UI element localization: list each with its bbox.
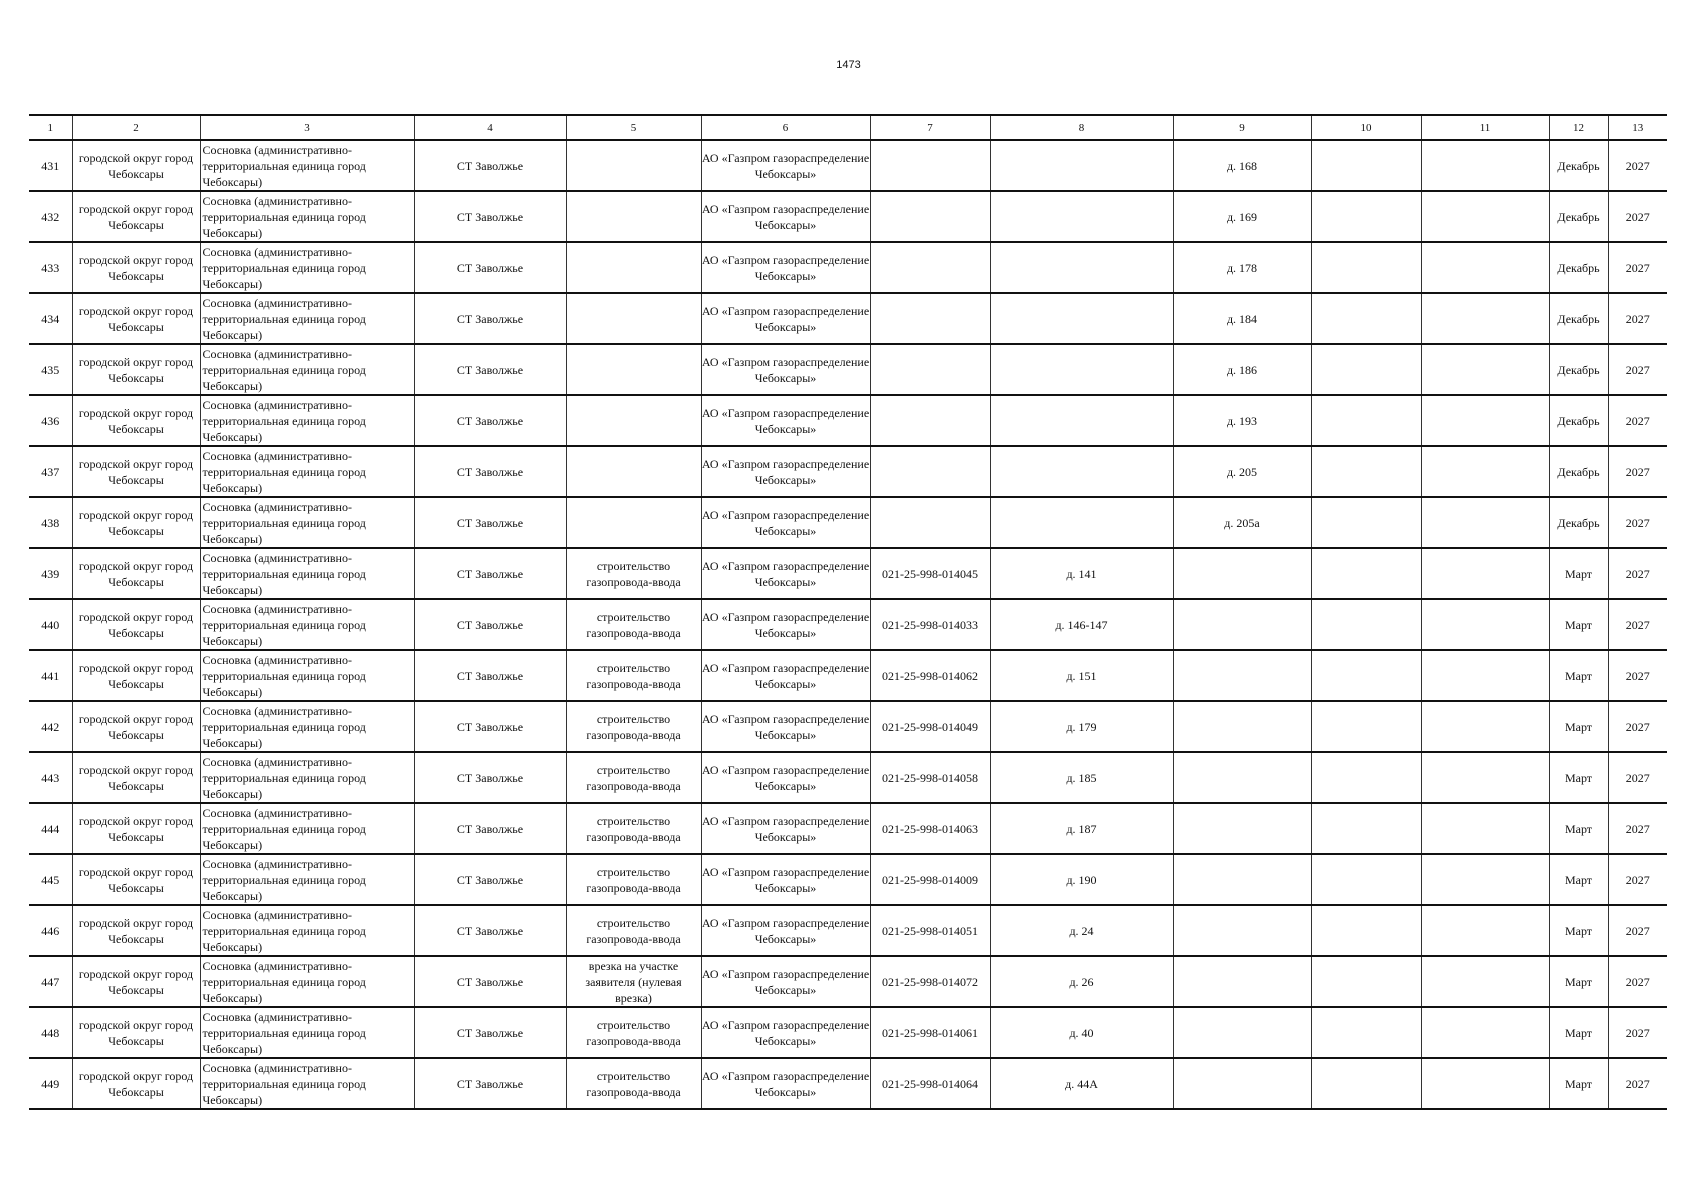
col-10-cell	[1311, 242, 1421, 293]
col-11-cell	[1421, 140, 1549, 191]
settlement-cell: Сосновка (административно-территориальная единица город Чебоксары)	[200, 752, 414, 803]
address-cell: д. 186	[1173, 344, 1311, 395]
request-number-cell: 021-25-998-014063	[870, 803, 990, 854]
municipality-cell: городской округ город Чебоксары	[72, 956, 200, 1007]
table-header	[29, 115, 1667, 140]
address-cell: д. 205	[1173, 446, 1311, 497]
house-number-cell: д. 146-147	[990, 599, 1173, 650]
house-number-cell: д. 141	[990, 548, 1173, 599]
year-cell: 2027	[1608, 1058, 1667, 1109]
col-10-cell	[1311, 140, 1421, 191]
month-cell: Март	[1549, 803, 1608, 854]
address-cell	[1173, 599, 1311, 650]
street-cell: СТ Заволжье	[414, 956, 566, 1007]
organization-cell: АО «Газпром газораспределение Чебоксары»	[701, 191, 870, 242]
house-number-cell: д. 40	[990, 1007, 1173, 1058]
municipality-cell: городской округ город Чебоксары	[72, 1058, 200, 1109]
municipality-cell: городской округ город Чебоксары	[72, 854, 200, 905]
col-10-cell	[1311, 701, 1421, 752]
house-number-cell	[990, 344, 1173, 395]
column-header-2: 2	[72, 115, 200, 140]
row-number-cell: 446	[29, 905, 72, 956]
table-row	[29, 140, 1667, 191]
municipality-cell: городской округ город Чебоксары	[72, 497, 200, 548]
address-cell	[1173, 956, 1311, 1007]
header-row	[29, 115, 1667, 140]
column-header-12: 12	[1549, 115, 1608, 140]
col-10-cell	[1311, 854, 1421, 905]
col-11-cell	[1421, 599, 1549, 650]
work-type-cell: строительство газопровода-ввода	[566, 548, 701, 599]
municipality-cell: городской округ город Чебоксары	[72, 446, 200, 497]
municipality-cell: городской округ город Чебоксары	[72, 1007, 200, 1058]
row-number-cell: 435	[29, 344, 72, 395]
request-number-cell: 021-25-998-014062	[870, 650, 990, 701]
column-header-7: 7	[870, 115, 990, 140]
table-row	[29, 1058, 1667, 1109]
year-cell: 2027	[1608, 293, 1667, 344]
street-cell: СТ Заволжье	[414, 752, 566, 803]
house-number-cell: д. 26	[990, 956, 1173, 1007]
row-number-cell: 438	[29, 497, 72, 548]
municipality-cell: городской округ город Чебоксары	[72, 599, 200, 650]
organization-cell: АО «Газпром газораспределение Чебоксары»	[701, 242, 870, 293]
organization-cell: АО «Газпром газораспределение Чебоксары»	[701, 1007, 870, 1058]
table-row	[29, 905, 1667, 956]
house-number-cell	[990, 446, 1173, 497]
row-number-cell: 434	[29, 293, 72, 344]
address-cell	[1173, 1007, 1311, 1058]
settlement-cell: Сосновка (административно-территориальная единица город Чебоксары)	[200, 1007, 414, 1058]
house-number-cell: д. 190	[990, 854, 1173, 905]
organization-cell: АО «Газпром газораспределение Чебоксары»	[701, 956, 870, 1007]
municipality-cell: городской округ город Чебоксары	[72, 395, 200, 446]
work-type-cell	[566, 140, 701, 191]
row-number-cell: 436	[29, 395, 72, 446]
work-type-cell: строительство газопровода-ввода	[566, 1007, 701, 1058]
address-cell	[1173, 905, 1311, 956]
year-cell: 2027	[1608, 905, 1667, 956]
request-number-cell	[870, 446, 990, 497]
month-cell: Март	[1549, 752, 1608, 803]
col-10-cell	[1311, 446, 1421, 497]
column-header-10: 10	[1311, 115, 1421, 140]
row-number-cell: 433	[29, 242, 72, 293]
request-number-cell	[870, 344, 990, 395]
col-11-cell	[1421, 650, 1549, 701]
street-cell: СТ Заволжье	[414, 395, 566, 446]
page-number: 1473	[836, 59, 861, 71]
table-row	[29, 191, 1667, 242]
request-number-cell	[870, 191, 990, 242]
street-cell: СТ Заволжье	[414, 446, 566, 497]
house-number-cell: д. 24	[990, 905, 1173, 956]
settlement-cell: Сосновка (административно-территориальная единица город Чебоксары)	[200, 191, 414, 242]
col-11-cell	[1421, 548, 1549, 599]
municipality-cell: городской округ город Чебоксары	[72, 752, 200, 803]
street-cell: СТ Заволжье	[414, 650, 566, 701]
settlement-cell: Сосновка (административно-территориальная единица город Чебоксары)	[200, 497, 414, 548]
table-row	[29, 293, 1667, 344]
col-10-cell	[1311, 752, 1421, 803]
organization-cell: АО «Газпром газораспределение Чебоксары»	[701, 140, 870, 191]
year-cell: 2027	[1608, 446, 1667, 497]
work-type-cell: врезка на участке заявителя (нулевая врезка)	[566, 956, 701, 1007]
street-cell: СТ Заволжье	[414, 344, 566, 395]
settlement-cell: Сосновка (административно-территориальная единица город Чебоксары)	[200, 599, 414, 650]
row-number-cell: 442	[29, 701, 72, 752]
col-10-cell	[1311, 650, 1421, 701]
settlement-cell: Сосновка (административно-территориальная единица город Чебоксары)	[200, 803, 414, 854]
column-header-1: 1	[29, 115, 72, 140]
municipality-cell: городской округ город Чебоксары	[72, 293, 200, 344]
settlement-cell: Сосновка (административно-территориальная единица город Чебоксары)	[200, 293, 414, 344]
house-number-cell: д. 44А	[990, 1058, 1173, 1109]
organization-cell: АО «Газпром газораспределение Чебоксары»	[701, 548, 870, 599]
row-number-cell: 448	[29, 1007, 72, 1058]
settlement-cell: Сосновка (административно-территориальная единица город Чебоксары)	[200, 701, 414, 752]
municipality-cell: городской округ город Чебоксары	[72, 803, 200, 854]
col-10-cell	[1311, 1007, 1421, 1058]
table-row	[29, 548, 1667, 599]
row-number-cell: 449	[29, 1058, 72, 1109]
col-10-cell	[1311, 344, 1421, 395]
house-number-cell	[990, 497, 1173, 548]
year-cell: 2027	[1608, 344, 1667, 395]
column-header-5: 5	[566, 115, 701, 140]
col-10-cell	[1311, 599, 1421, 650]
street-cell: СТ Заволжье	[414, 599, 566, 650]
address-cell: д. 184	[1173, 293, 1311, 344]
work-type-cell	[566, 395, 701, 446]
address-cell	[1173, 701, 1311, 752]
col-11-cell	[1421, 191, 1549, 242]
organization-cell: АО «Газпром газораспределение Чебоксары»	[701, 854, 870, 905]
municipality-cell: городской округ город Чебоксары	[72, 650, 200, 701]
street-cell: СТ Заволжье	[414, 1007, 566, 1058]
request-number-cell	[870, 242, 990, 293]
row-number-cell: 440	[29, 599, 72, 650]
municipality-cell: городской округ город Чебоксары	[72, 191, 200, 242]
year-cell: 2027	[1608, 650, 1667, 701]
month-cell: Март	[1549, 956, 1608, 1007]
year-cell: 2027	[1608, 701, 1667, 752]
house-number-cell	[990, 191, 1173, 242]
month-cell: Декабрь	[1549, 242, 1608, 293]
work-type-cell: строительство газопровода-ввода	[566, 1058, 701, 1109]
row-number-cell: 441	[29, 650, 72, 701]
col-11-cell	[1421, 854, 1549, 905]
house-number-cell	[990, 140, 1173, 191]
month-cell: Декабрь	[1549, 497, 1608, 548]
address-cell	[1173, 803, 1311, 854]
street-cell: СТ Заволжье	[414, 803, 566, 854]
column-header-11: 11	[1421, 115, 1549, 140]
work-type-cell	[566, 293, 701, 344]
house-number-cell: д. 151	[990, 650, 1173, 701]
month-cell: Март	[1549, 1058, 1608, 1109]
municipality-cell: городской округ город Чебоксары	[72, 548, 200, 599]
street-cell: СТ Заволжье	[414, 1058, 566, 1109]
organization-cell: АО «Газпром газораспределение Чебоксары»	[701, 497, 870, 548]
address-cell: д. 169	[1173, 191, 1311, 242]
work-type-cell	[566, 242, 701, 293]
house-number-cell	[990, 395, 1173, 446]
col-10-cell	[1311, 497, 1421, 548]
house-number-cell: д. 187	[990, 803, 1173, 854]
street-cell: СТ Заволжье	[414, 905, 566, 956]
month-cell: Декабрь	[1549, 395, 1608, 446]
organization-cell: АО «Газпром газораспределение Чебоксары»	[701, 344, 870, 395]
request-number-cell: 021-25-998-014072	[870, 956, 990, 1007]
settlement-cell: Сосновка (административно-территориальная единица город Чебоксары)	[200, 344, 414, 395]
year-cell: 2027	[1608, 1007, 1667, 1058]
year-cell: 2027	[1608, 854, 1667, 905]
organization-cell: АО «Газпром газораспределение Чебоксары»	[701, 395, 870, 446]
organization-cell: АО «Газпром газораспределение Чебоксары»	[701, 905, 870, 956]
organization-cell: АО «Газпром газораспределение Чебоксары»	[701, 446, 870, 497]
settlement-cell: Сосновка (административно-территориальная единица город Чебоксары)	[200, 446, 414, 497]
col-10-cell	[1311, 1058, 1421, 1109]
street-cell: СТ Заволжье	[414, 701, 566, 752]
settlement-cell: Сосновка (административно-территориальная единица город Чебоксары)	[200, 140, 414, 191]
work-type-cell	[566, 446, 701, 497]
work-type-cell: строительство газопровода-ввода	[566, 854, 701, 905]
house-number-cell	[990, 293, 1173, 344]
table-row	[29, 599, 1667, 650]
row-number-cell: 439	[29, 548, 72, 599]
work-type-cell: строительство газопровода-ввода	[566, 905, 701, 956]
column-header-13: 13	[1608, 115, 1667, 140]
settlement-cell: Сосновка (административно-территориальная единица город Чебоксары)	[200, 854, 414, 905]
col-11-cell	[1421, 701, 1549, 752]
organization-cell: АО «Газпром газораспределение Чебоксары»	[701, 752, 870, 803]
col-10-cell	[1311, 293, 1421, 344]
col-11-cell	[1421, 395, 1549, 446]
table-row	[29, 1007, 1667, 1058]
row-number-cell: 445	[29, 854, 72, 905]
column-header-3: 3	[200, 115, 414, 140]
row-number-cell: 432	[29, 191, 72, 242]
request-number-cell: 021-25-998-014045	[870, 548, 990, 599]
settlement-cell: Сосновка (административно-территориальная единица город Чебоксары)	[200, 905, 414, 956]
work-type-cell: строительство газопровода-ввода	[566, 650, 701, 701]
row-number-cell: 443	[29, 752, 72, 803]
house-number-cell: д. 185	[990, 752, 1173, 803]
street-cell: СТ Заволжье	[414, 497, 566, 548]
organization-cell: АО «Газпром газораспределение Чебоксары»	[701, 701, 870, 752]
row-number-cell: 431	[29, 140, 72, 191]
settlement-cell: Сосновка (административно-территориальная единица город Чебоксары)	[200, 956, 414, 1007]
month-cell: Декабрь	[1549, 140, 1608, 191]
address-cell	[1173, 548, 1311, 599]
request-number-cell	[870, 497, 990, 548]
month-cell: Март	[1549, 905, 1608, 956]
organization-cell: АО «Газпром газораспределение Чебоксары»	[701, 650, 870, 701]
work-type-cell	[566, 191, 701, 242]
year-cell: 2027	[1608, 956, 1667, 1007]
work-type-cell: строительство газопровода-ввода	[566, 752, 701, 803]
year-cell: 2027	[1608, 140, 1667, 191]
row-number-cell: 444	[29, 803, 72, 854]
street-cell: СТ Заволжье	[414, 854, 566, 905]
table-row	[29, 344, 1667, 395]
house-number-cell	[990, 242, 1173, 293]
address-cell	[1173, 650, 1311, 701]
table-row	[29, 650, 1667, 701]
address-cell: д. 193	[1173, 395, 1311, 446]
col-11-cell	[1421, 752, 1549, 803]
work-type-cell: строительство газопровода-ввода	[566, 701, 701, 752]
table-row	[29, 803, 1667, 854]
table-body	[29, 140, 1667, 1109]
col-11-cell	[1421, 242, 1549, 293]
work-type-cell: строительство газопровода-ввода	[566, 599, 701, 650]
request-number-cell: 021-25-998-014058	[870, 752, 990, 803]
year-cell: 2027	[1608, 803, 1667, 854]
col-10-cell	[1311, 395, 1421, 446]
request-number-cell: 021-25-998-014009	[870, 854, 990, 905]
row-number-cell: 437	[29, 446, 72, 497]
month-cell: Март	[1549, 548, 1608, 599]
municipality-cell: городской округ город Чебоксары	[72, 140, 200, 191]
col-11-cell	[1421, 803, 1549, 854]
column-header-6: 6	[701, 115, 870, 140]
col-10-cell	[1311, 191, 1421, 242]
address-cell: д. 168	[1173, 140, 1311, 191]
row-number-cell: 447	[29, 956, 72, 1007]
settlement-cell: Сосновка (административно-территориальная единица город Чебоксары)	[200, 1058, 414, 1109]
organization-cell: АО «Газпром газораспределение Чебоксары»	[701, 293, 870, 344]
table-row	[29, 497, 1667, 548]
table-row	[29, 395, 1667, 446]
month-cell: Март	[1549, 599, 1608, 650]
col-11-cell	[1421, 293, 1549, 344]
col-10-cell	[1311, 548, 1421, 599]
col-11-cell	[1421, 344, 1549, 395]
month-cell: Март	[1549, 1007, 1608, 1058]
col-11-cell	[1421, 905, 1549, 956]
street-cell: СТ Заволжье	[414, 548, 566, 599]
request-number-cell	[870, 140, 990, 191]
work-type-cell	[566, 344, 701, 395]
street-cell: СТ Заволжье	[414, 242, 566, 293]
table-row	[29, 956, 1667, 1007]
table-row	[29, 242, 1667, 293]
year-cell: 2027	[1608, 497, 1667, 548]
col-10-cell	[1311, 956, 1421, 1007]
organization-cell: АО «Газпром газораспределение Чебоксары»	[701, 803, 870, 854]
col-11-cell	[1421, 1007, 1549, 1058]
street-cell: СТ Заволжье	[414, 140, 566, 191]
municipality-cell: городской округ город Чебоксары	[72, 242, 200, 293]
settlement-cell: Сосновка (административно-территориальная единица город Чебоксары)	[200, 548, 414, 599]
month-cell: Декабрь	[1549, 344, 1608, 395]
table-row	[29, 446, 1667, 497]
year-cell: 2027	[1608, 395, 1667, 446]
house-number-cell: д. 179	[990, 701, 1173, 752]
col-11-cell	[1421, 956, 1549, 1007]
settlement-cell: Сосновка (административно-территориальная единица город Чебоксары)	[200, 650, 414, 701]
column-header-8: 8	[990, 115, 1173, 140]
work-type-cell	[566, 497, 701, 548]
municipality-cell: городской округ город Чебоксары	[72, 905, 200, 956]
col-10-cell	[1311, 803, 1421, 854]
address-cell: д. 205а	[1173, 497, 1311, 548]
request-number-cell: 021-25-998-014051	[870, 905, 990, 956]
year-cell: 2027	[1608, 599, 1667, 650]
organization-cell: АО «Газпром газораспределение Чебоксары»	[701, 599, 870, 650]
address-cell: д. 178	[1173, 242, 1311, 293]
organization-cell: АО «Газпром газораспределение Чебоксары»	[701, 1058, 870, 1109]
column-header-4: 4	[414, 115, 566, 140]
month-cell: Март	[1549, 701, 1608, 752]
request-number-cell: 021-25-998-014064	[870, 1058, 990, 1109]
register-table	[29, 114, 1667, 1110]
month-cell: Март	[1549, 854, 1608, 905]
address-cell	[1173, 854, 1311, 905]
work-type-cell: строительство газопровода-ввода	[566, 803, 701, 854]
year-cell: 2027	[1608, 548, 1667, 599]
col-11-cell	[1421, 446, 1549, 497]
settlement-cell: Сосновка (административно-территориальная единица город Чебоксары)	[200, 395, 414, 446]
settlement-cell: Сосновка (административно-территориальная единица город Чебоксары)	[200, 242, 414, 293]
month-cell: Декабрь	[1549, 293, 1608, 344]
request-number-cell: 021-25-998-014061	[870, 1007, 990, 1058]
municipality-cell: городской округ город Чебоксары	[72, 344, 200, 395]
column-header-9: 9	[1173, 115, 1311, 140]
municipality-cell: городской округ город Чебоксары	[72, 701, 200, 752]
address-cell	[1173, 752, 1311, 803]
street-cell: СТ Заволжье	[414, 191, 566, 242]
month-cell: Декабрь	[1549, 191, 1608, 242]
year-cell: 2027	[1608, 752, 1667, 803]
request-number-cell: 021-25-998-014033	[870, 599, 990, 650]
year-cell: 2027	[1608, 191, 1667, 242]
street-cell: СТ Заволжье	[414, 293, 566, 344]
col-11-cell	[1421, 497, 1549, 548]
year-cell: 2027	[1608, 242, 1667, 293]
col-11-cell	[1421, 1058, 1549, 1109]
table-row	[29, 752, 1667, 803]
col-10-cell	[1311, 905, 1421, 956]
table-row	[29, 701, 1667, 752]
month-cell: Декабрь	[1549, 446, 1608, 497]
request-number-cell: 021-25-998-014049	[870, 701, 990, 752]
address-cell	[1173, 1058, 1311, 1109]
request-number-cell	[870, 395, 990, 446]
request-number-cell	[870, 293, 990, 344]
table-row	[29, 854, 1667, 905]
month-cell: Март	[1549, 650, 1608, 701]
